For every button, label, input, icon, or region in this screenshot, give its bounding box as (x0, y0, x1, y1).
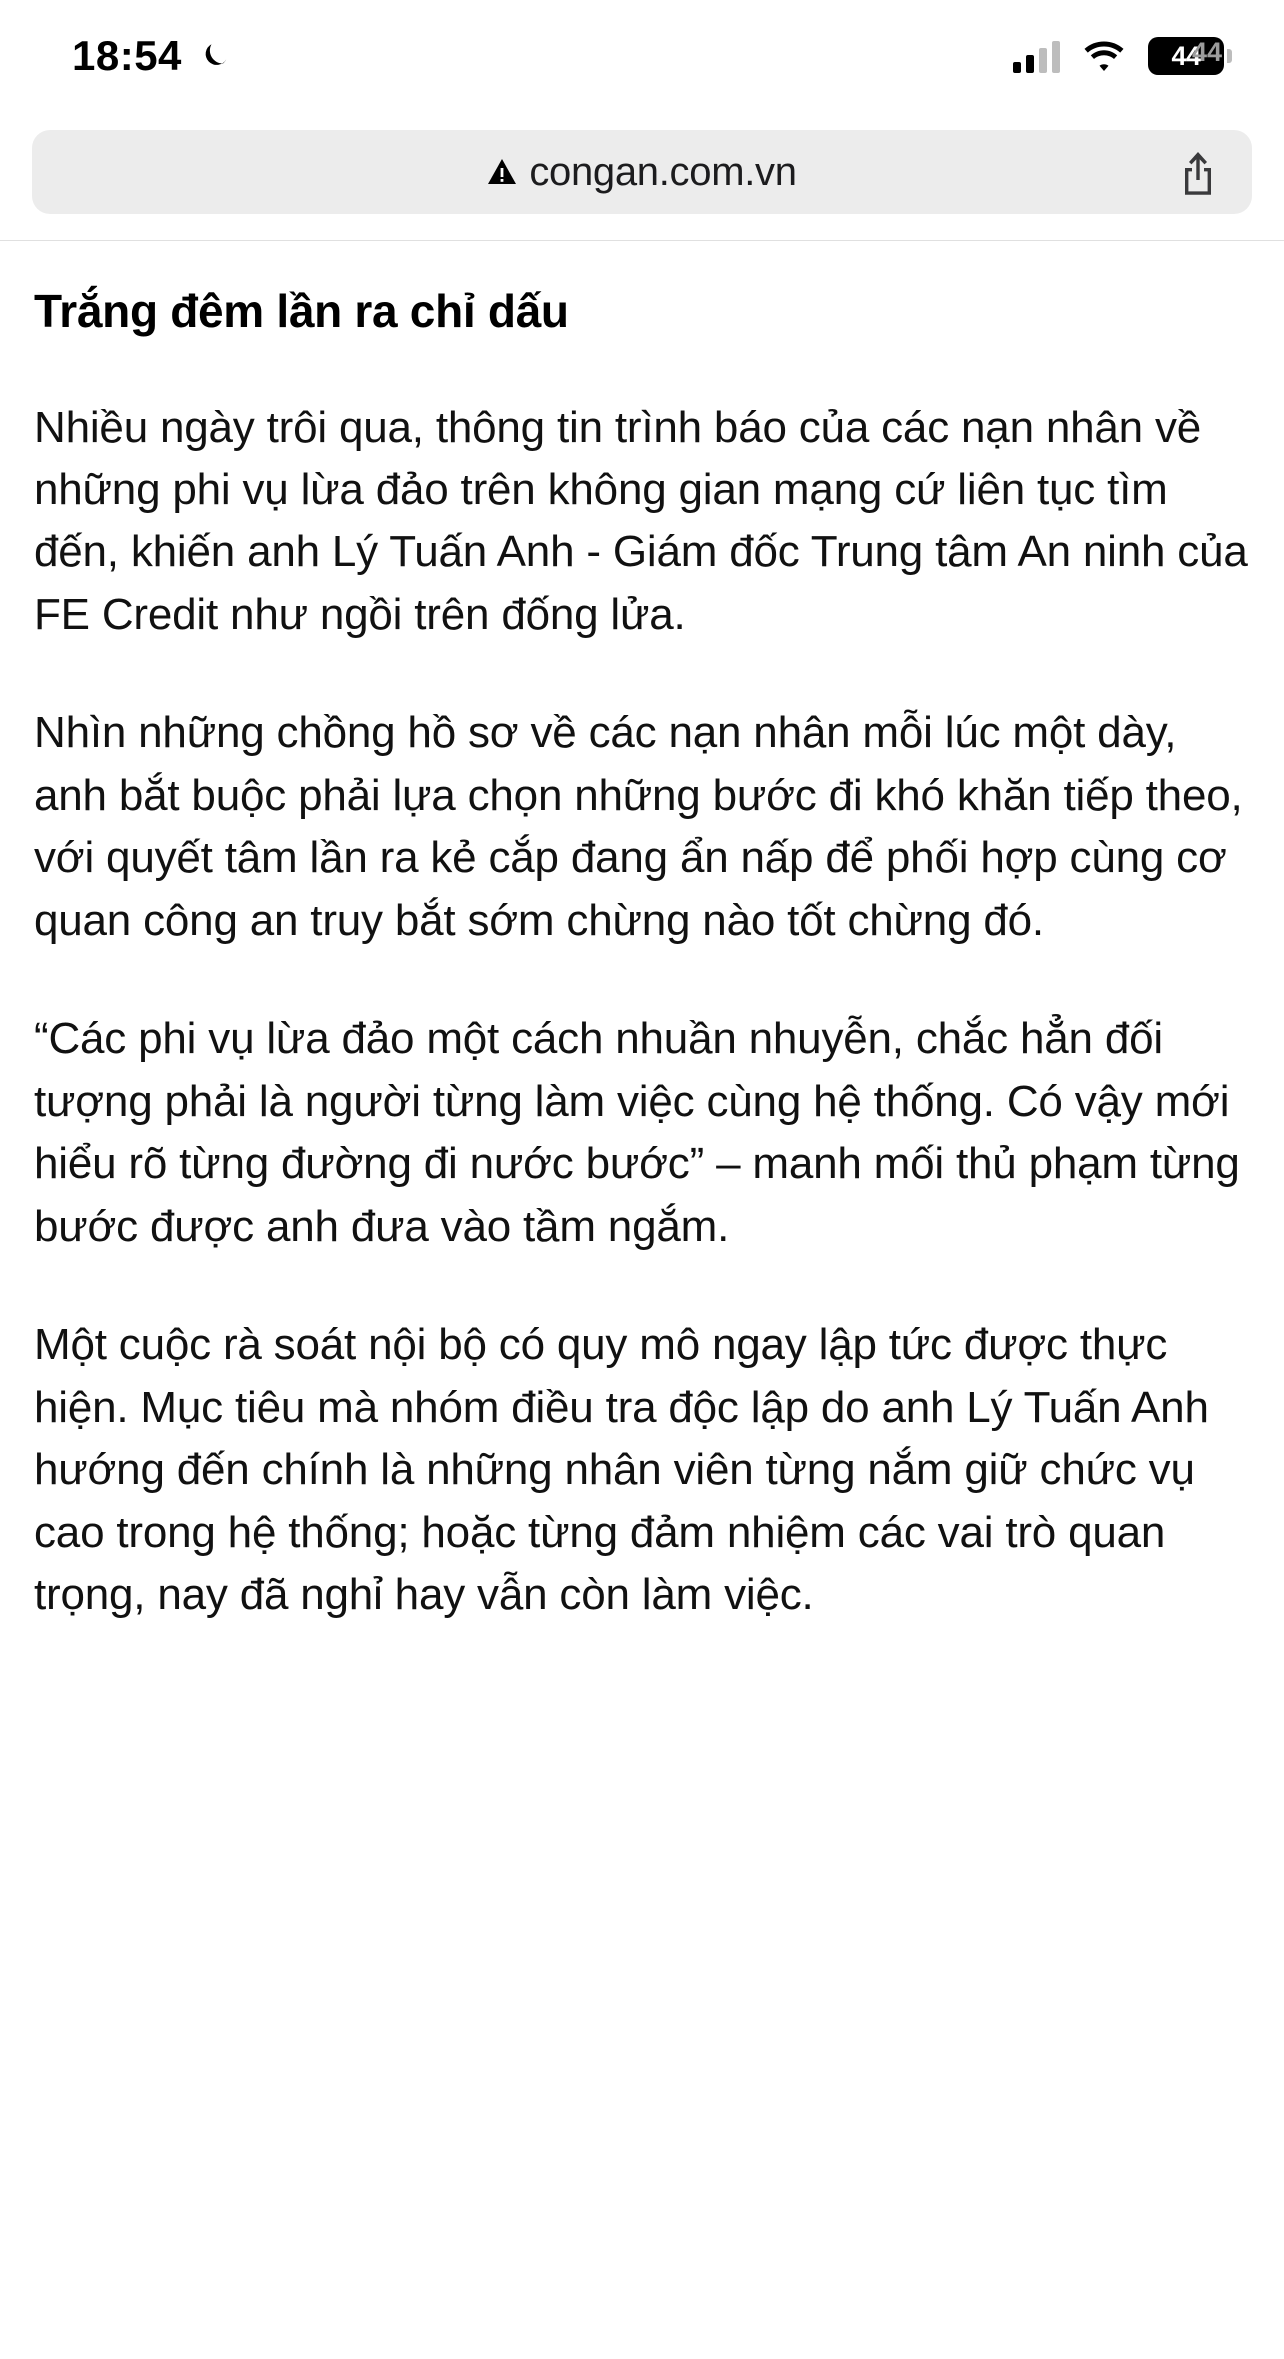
status-bar (0, 0, 1284, 112)
article-heading: Trắng đêm lần ra chỉ dấu (34, 285, 569, 337)
address-bar-content[interactable] (60, 150, 1224, 195)
article-paragraph: Nhìn những chồng hồ sơ về các nạn nhân mỗi lúc một dày, anh bắt buộc phải lựa chọn những bước đi khó khăn tiếp theo, với quyết tâm lần ra kẻ cắp đang ẩn nấp để phối hợp cùng cơ quan công an truy bắt sớm chừng nào tốt chừng đó. (34, 708, 1243, 945)
browser-toolbar (0, 112, 1284, 241)
article-paragraph: Một cuộc rà soát nội bộ có quy mô ngay lập tức được thực hiện. Mục tiêu mà nhóm điều tra độc lập do anh Lý Tuấn Anh hướng đến chính là những nhân viên từng nắm giữ chức vụ cao trong hệ thống; hoặc từng đảm nhiệm các vai trò quan trọng, nay đã nghỉ hay vẫn còn làm việc. (34, 1320, 1209, 1619)
status-bar-right (1013, 37, 1224, 75)
crescent-moon-icon (198, 38, 234, 74)
url-text: congan.com.vn (529, 149, 797, 194)
status-time: 18:54 (72, 32, 182, 79)
wifi-icon (1082, 39, 1126, 73)
battery-icon (1148, 37, 1224, 75)
warning-triangle-icon (487, 158, 517, 186)
address-bar[interactable] (32, 130, 1252, 214)
article-paragraph: Nhiều ngày trôi qua, thông tin trình báo của các nạn nhân về những phi vụ lừa đảo trên không gian mạng cứ liên tục tìm đến, khiến anh Lý Tuấn Anh - Giám đốc Trung tâm An ninh của FE Credit như ngồi trên đống lửa. (34, 402, 1248, 639)
cellular-signal-icon (1013, 39, 1060, 73)
battery-level: 44 (1171, 40, 1201, 71)
battery-level-shadow: 44 (1191, 37, 1222, 67)
article-content (0, 241, 1284, 1626)
article-paragraph: “Các phi vụ lừa đảo một cách nhuần nhuyễn, chắc hẳn đối tượng phải là người từng làm việc cùng hệ thống. Có vậy mới hiểu rõ từng đường đi nước bước” – manh mối thủ phạm từng bước được anh đưa vào tầm ngắm. (34, 1014, 1240, 1251)
status-bar-left (72, 32, 234, 80)
share-icon[interactable] (1178, 149, 1218, 197)
